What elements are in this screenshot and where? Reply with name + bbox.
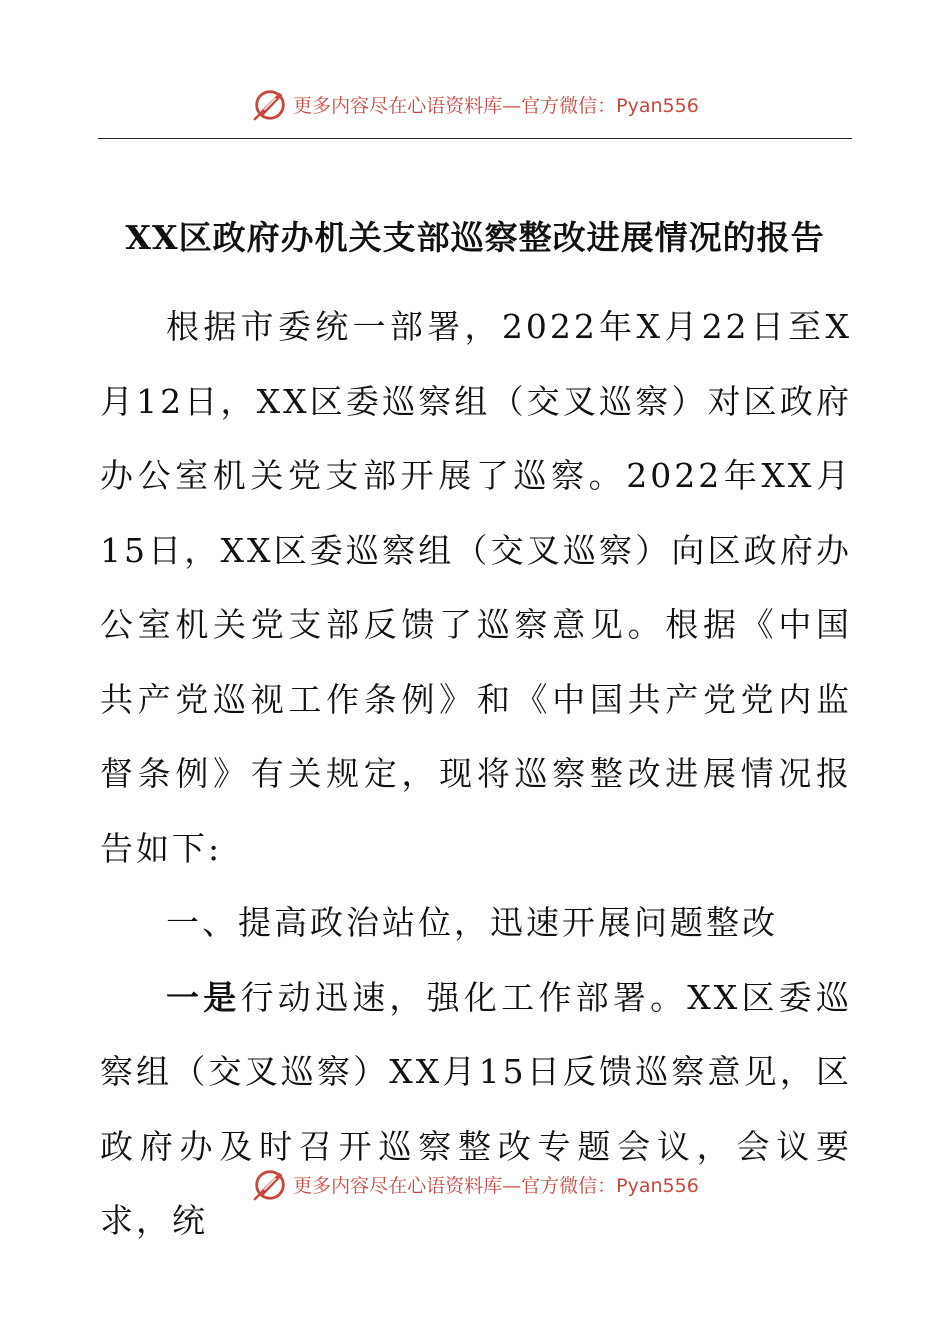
paragraph-lead: 一是 — [166, 977, 241, 1017]
wechat-id: Pyan556 — [616, 94, 699, 117]
paragraph-text: 一、提高政治站位，迅速开展问题整改 — [166, 903, 778, 942]
header-divider — [98, 138, 852, 139]
banner-text: 更多内容尽在心语资料库—官方微信：Pyan556 — [293, 94, 699, 117]
quill-logo-icon — [251, 1165, 289, 1203]
document-title: XX区政府办机关支部巡察整改进展情况的报告 — [125, 218, 825, 258]
paragraph-point-one — [100, 961, 852, 1259]
section-heading — [100, 886, 852, 961]
footer-banner — [0, 1162, 950, 1206]
paragraph-intro — [100, 290, 852, 886]
paragraph-text: 根据市委统一部署，2022年X月22日至X月12日，XX区委巡察组（交叉巡察）对区政府办公室机关党支部开展了巡察。2022年XX月15日，XX区委巡察组（交叉巡察）向区政府办公室机关党支部反馈了巡察意见。根据《中国共产党巡视工作条例》和《中国共产党党内监督条例》有关规定，现将巡察整改进展情况报告如下: — [100, 307, 852, 868]
wechat-id: Pyan556 — [616, 1174, 699, 1197]
paragraph-text: 行动迅速，强化工作部署。XX区委巡察组（交叉巡察）XX月15日反馈巡察意见，区政府办及时召开巡察整改专题会议，会议要求，统 — [100, 977, 853, 1240]
banner-text: 更多内容尽在心语资料库—官方微信：Pyan556 — [293, 1174, 699, 1197]
quill-logo-icon — [251, 85, 289, 123]
document-body — [100, 290, 852, 1259]
header-banner — [0, 82, 950, 126]
